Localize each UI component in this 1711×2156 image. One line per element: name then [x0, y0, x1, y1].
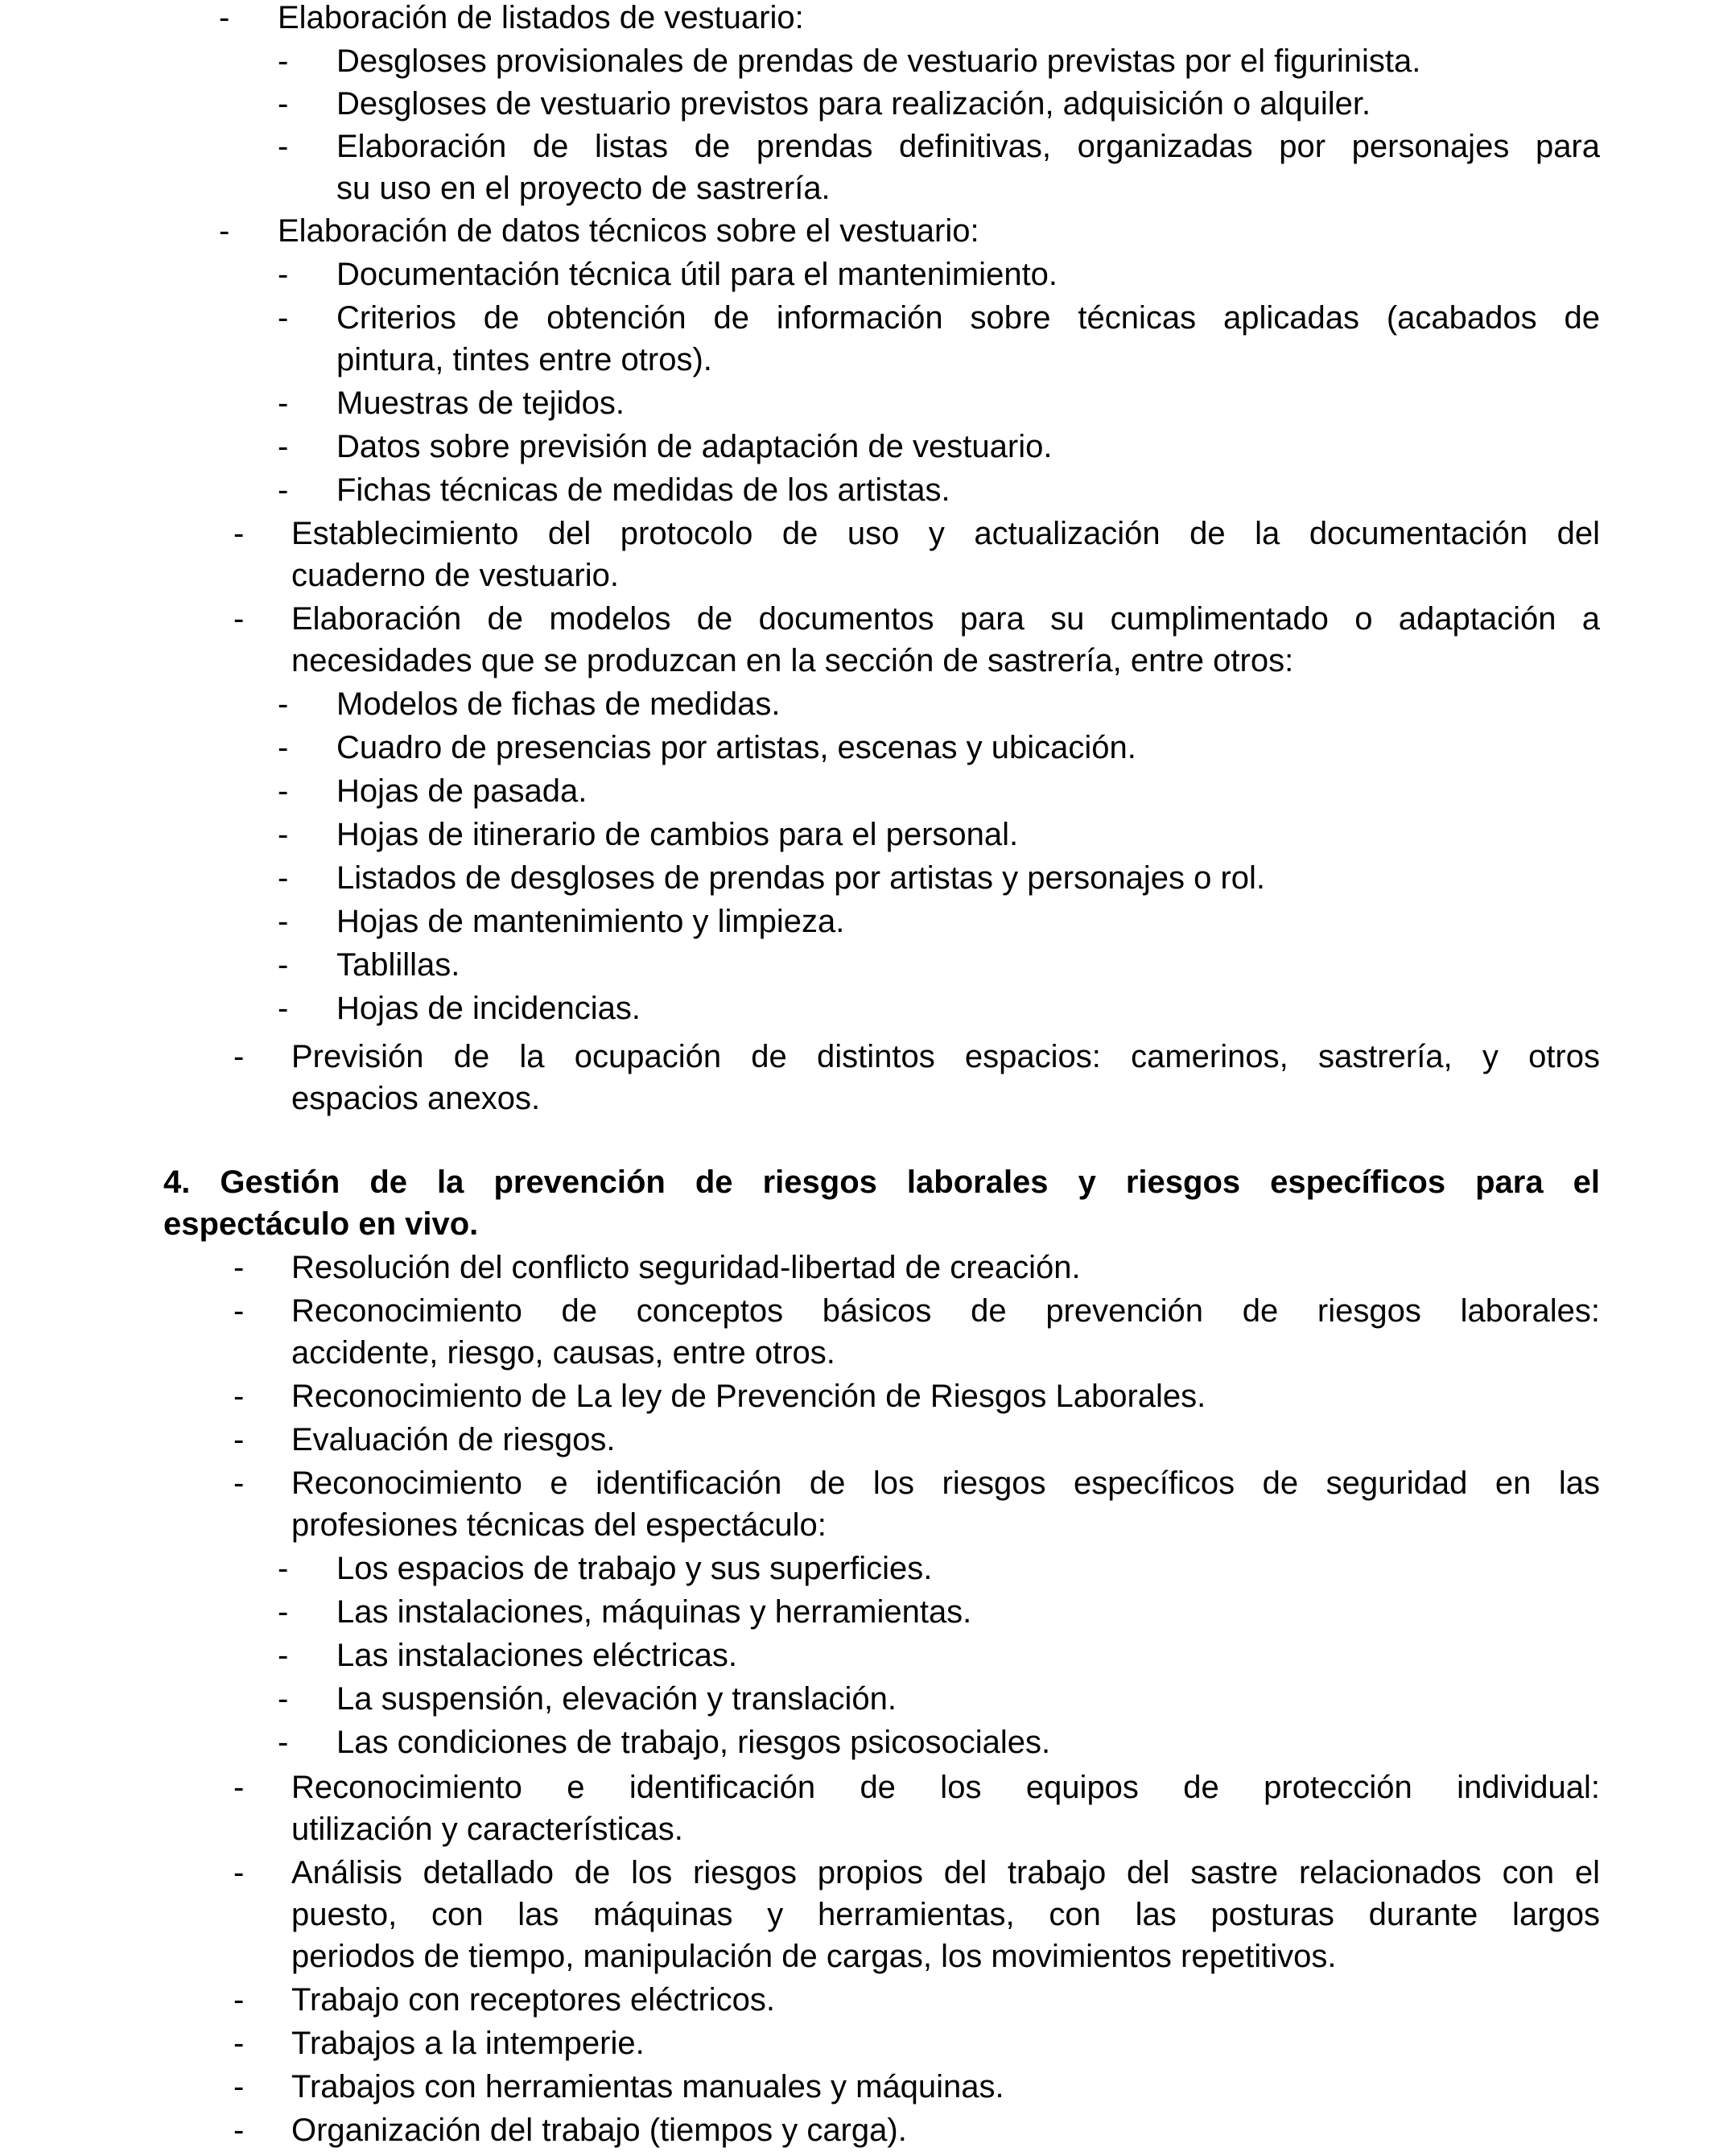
list-item-text: puesto, con las máquinas y herramientas, con las posturas durante largos: [291, 1897, 1600, 1932]
bullet-dash: -: [233, 1982, 245, 2018]
bullet-dash: -: [233, 1466, 245, 1501]
bullet-dash: -: [278, 257, 289, 292]
bullet-dash: -: [278, 686, 289, 722]
bullet-dash: -: [278, 472, 289, 508]
bullet-dash: -: [233, 516, 245, 551]
sub-list-item-text: Hojas de incidencias.: [336, 991, 641, 1026]
list-item-text: Establecimiento del protocolo de uso y actualización de la documentación del: [291, 516, 1600, 551]
sub-list-item-text: Listados de desgloses de prendas por artistas y personajes o rol.: [336, 860, 1266, 896]
sub-list-item-text: Muestras de tejidos.: [336, 385, 625, 421]
sub-list-item-text: Las condiciones de trabajo, riesgos psicosociales.: [336, 1725, 1051, 1760]
list-item-text: Trabajo con receptores eléctricos.: [291, 1982, 776, 2018]
bullet-dash: -: [278, 129, 289, 164]
sub-list-item-text: Las instalaciones eléctricas.: [336, 1638, 738, 1673]
section-heading-continuation: espectáculo en vivo.: [163, 1206, 479, 1242]
list-item-text: Previsión de la ocupación de distintos espacios: camerinos, sastrería, y otros: [291, 1039, 1600, 1074]
bullet-dash: -: [233, 601, 245, 637]
bullet-dash: -: [278, 991, 289, 1026]
sub-list-item-text: La suspensión, elevación y translación.: [336, 1681, 897, 1717]
bullet-dash: -: [278, 43, 289, 79]
bullet-dash: -: [278, 1681, 289, 1717]
list-item-text: cuaderno de vestuario.: [291, 558, 619, 593]
bullet-dash: -: [219, 0, 230, 35]
sub-list-item-text: Los espacios de trabajo y sus superficies.: [336, 1551, 933, 1586]
bullet-dash: -: [278, 817, 289, 852]
list-item-text: profesiones técnicas del espectáculo:: [291, 1507, 827, 1543]
bullet-dash: -: [233, 1770, 245, 1805]
list-item-text: espacios anexos.: [291, 1081, 541, 1116]
sub-list-item-text: Criterios de obtención de información sobre técnicas aplicadas (acabados de: [336, 300, 1600, 336]
sub-list-item-text: Documentación técnica útil para el mantenimiento.: [336, 257, 1058, 292]
list-item-text: Análisis detallado de los riesgos propios del trabajo del sastre relacionados con el: [291, 1855, 1600, 1890]
sub-list-item-text: Elaboración de listas de prendas definitivas, organizadas por personajes para: [336, 129, 1600, 164]
bullet-dash: -: [278, 1725, 289, 1760]
list-item-text: Evaluación de riesgos.: [291, 1422, 616, 1457]
bullet-dash: -: [233, 2026, 245, 2061]
bullet-dash: -: [233, 2113, 245, 2148]
bullet-dash: -: [278, 385, 289, 421]
list-item-text: periodos de tiempo, manipulación de cargas, los movimientos repetitivos.: [291, 1939, 1337, 1974]
list-item-text: Reconocimiento e identificación de los riesgos específicos de seguridad en las: [291, 1466, 1600, 1501]
bullet-dash: -: [278, 1638, 289, 1673]
bullet-dash: -: [278, 1594, 289, 1630]
bullet-dash: -: [233, 1250, 245, 1285]
list-item-text: Resolución del conflicto seguridad-libertad de creación.: [291, 1250, 1081, 1285]
bullet-dash: -: [233, 1855, 245, 1890]
bullet-dash: -: [233, 2069, 245, 2104]
bullet-dash: -: [278, 300, 289, 336]
bullet-dash: -: [278, 947, 289, 983]
bullet-dash: -: [278, 730, 289, 765]
list-item-text: Elaboración de listados de vestuario:: [278, 0, 804, 35]
list-item-text: Trabajos a la intemperie.: [291, 2026, 645, 2061]
sub-list-item-text: Desgloses de vestuario previstos para realización, adquisición o alquiler.: [336, 86, 1371, 122]
list-item-text: Reconocimiento e identificación de los equipos de protección individual:: [291, 1770, 1600, 1805]
sub-list-item-text: Hojas de itinerario de cambios para el personal.: [336, 817, 1019, 852]
sub-list-item-text: Cuadro de presencias por artistas, escenas y ubicación.: [336, 730, 1136, 765]
bullet-dash: -: [233, 1039, 245, 1074]
bullet-dash: -: [278, 773, 289, 809]
bullet-dash: -: [233, 1422, 245, 1457]
list-item-text: utilización y características.: [291, 1812, 683, 1847]
list-item-text: accidente, riesgo, causas, entre otros.: [291, 1335, 835, 1371]
bullet-dash: -: [278, 1551, 289, 1586]
sub-list-item-text: Datos sobre previsión de adaptación de vestuario.: [336, 429, 1053, 464]
bullet-dash: -: [278, 429, 289, 464]
sub-list-item-text: su uso en el proyecto de sastrería.: [336, 171, 831, 206]
sub-list-item-text: pintura, tintes entre otros).: [336, 342, 712, 377]
list-item-text: Elaboración de datos técnicos sobre el vestuario:: [278, 213, 979, 249]
bullet-dash: -: [278, 860, 289, 896]
list-item-text: Reconocimiento de La ley de Prevención de Riesgos Laborales.: [291, 1379, 1206, 1414]
sub-list-item-text: Hojas de mantenimiento y limpieza.: [336, 904, 845, 939]
bullet-dash: -: [233, 1293, 245, 1329]
bullet-dash: -: [278, 86, 289, 122]
list-item-text: Trabajos con herramientas manuales y máquinas.: [291, 2069, 1004, 2104]
bullet-dash: -: [233, 1379, 245, 1414]
bullet-dash: -: [219, 213, 230, 249]
list-item-text: Reconocimiento de conceptos básicos de prevención de riesgos laborales:: [291, 1293, 1600, 1329]
sub-list-item-text: Hojas de pasada.: [336, 773, 588, 809]
list-item-text: Organización del trabajo (tiempos y carga).: [291, 2113, 907, 2148]
sub-list-item-text: Tablillas.: [336, 947, 460, 983]
bullet-dash: -: [278, 904, 289, 939]
list-item-text: necesidades que se produzcan en la sección de sastrería, entre otros:: [291, 643, 1294, 678]
sub-list-item-text: Modelos de fichas de medidas.: [336, 686, 781, 722]
section-heading: 4. Gestión de la prevención de riesgos laborales y riesgos específicos para el: [163, 1165, 1600, 1200]
list-item-text: Elaboración de modelos de documentos para su cumplimentado o adaptación a: [291, 601, 1600, 637]
sub-list-item-text: Las instalaciones, máquinas y herramientas.: [336, 1594, 972, 1630]
sub-list-item-text: Fichas técnicas de medidas de los artistas.: [336, 472, 950, 508]
sub-list-item-text: Desgloses provisionales de prendas de vestuario previstas por el figurinista.: [336, 43, 1421, 79]
